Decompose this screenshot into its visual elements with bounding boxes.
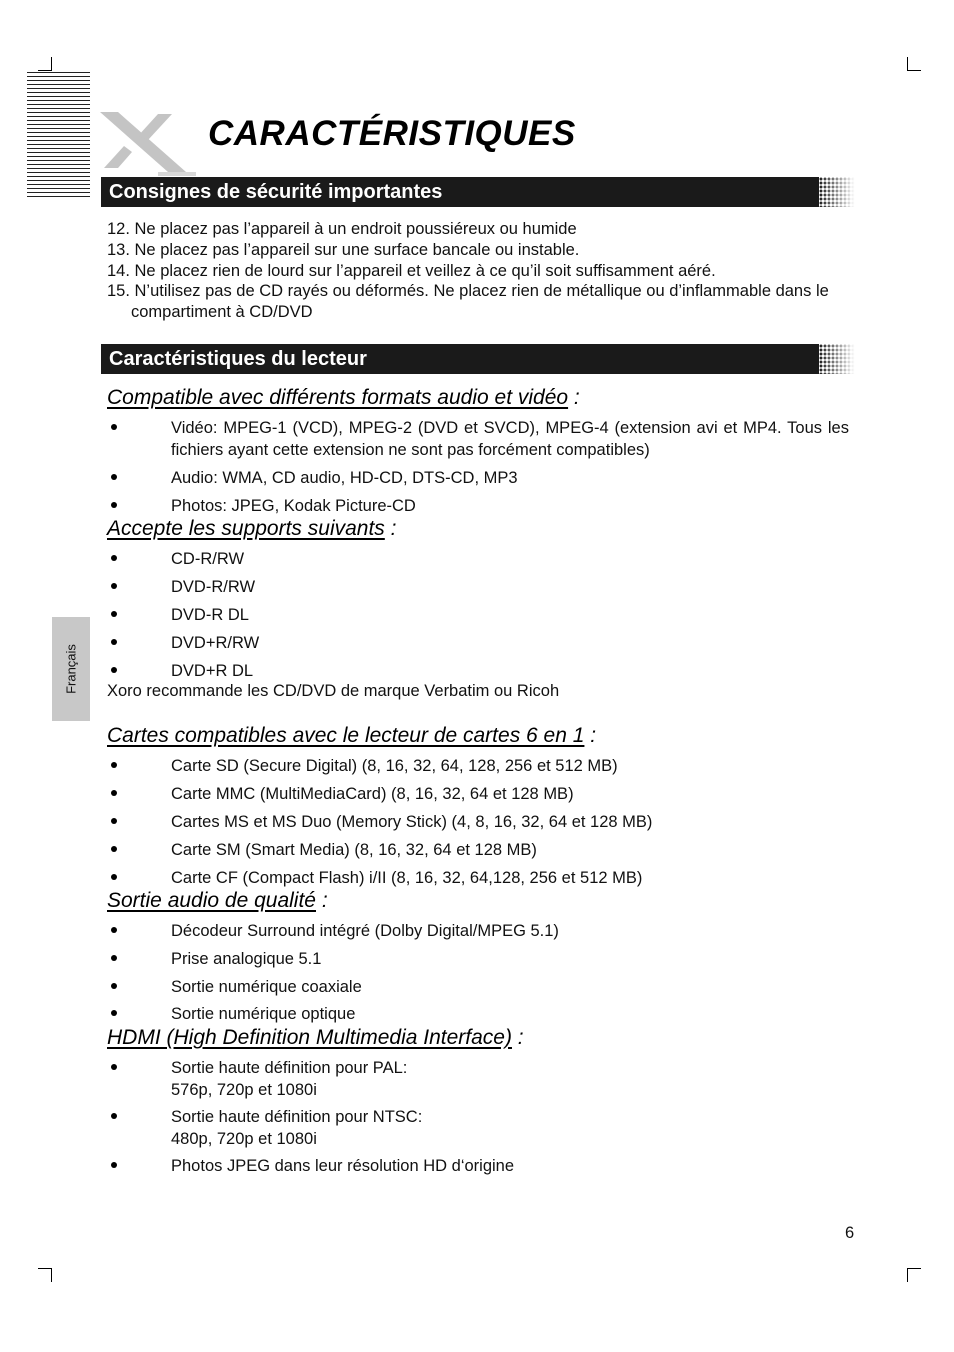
list-item: Prise analogique 5.1 (107, 948, 849, 970)
list-item: Carte MMC (MultiMediaCard) (8, 16, 32, 64 et 128 MB) (107, 783, 849, 805)
crop-mark-bottom-left (38, 1268, 52, 1269)
supports-list (107, 548, 849, 682)
list-item: DVD+R/RW (107, 632, 849, 654)
page-title: CARACTÉRISTIQUES (208, 114, 576, 153)
xoro-x-logo-icon (98, 106, 198, 176)
subheading-hdmi: HDMI (High Definition Multimedia Interface) : (107, 1026, 524, 1049)
list-item: Carte SD (Secure Digital) (8, 16, 32, 64, 128, 256 et 512 MB) (107, 755, 849, 777)
list-item: Vidéo: MPEG-1 (VCD), MPEG-2 (DVD et SVCD), MPEG-4 (extension avi et MP4. Tous les fichiers ayant cette extension ne sont pas forcément compatibles) (107, 417, 849, 461)
list-item: 13. Ne placez pas l’appareil sur une surface bancale ou instable. (107, 240, 580, 259)
list-item: 12. Ne placez pas l’appareil à un endroit poussiéreux ou humide (107, 220, 577, 238)
list-item (107, 1155, 849, 1177)
list-item: Cartes MS et MS Duo (Memory Stick) (4, 8, 16, 32, 64 et 128 MB) (107, 811, 849, 833)
list-item: Carte SM (Smart Media) (8, 16, 32, 64 et 128 MB) (107, 839, 849, 861)
crop-mark-bottom-right (907, 1268, 921, 1269)
crop-mark-top-right (907, 57, 908, 71)
section-title: Caractéristiques du lecteur (109, 348, 367, 370)
section-header-features (101, 344, 855, 374)
audio-list (107, 920, 849, 1025)
list-item: Sortie numérique optique (107, 1003, 849, 1025)
list-item: Photos: JPEG, Kodak Picture-CD (107, 495, 849, 517)
section-title: Consignes de sécurité importantes (109, 181, 443, 203)
list-item: Décodeur Surround intégré (Dolby Digital/MPEG 5.1) (107, 920, 849, 942)
list-item: DVD+R DL (107, 660, 849, 682)
crop-mark-top-left (51, 57, 52, 71)
list-item: 15. N’utilisez pas de CD rayés ou déformés. Ne placez rien de métallique ou d’inflammable dans le compartiment à CD/DVD (107, 282, 829, 322)
crop-mark-top-left (38, 70, 52, 71)
list-item-line: 480p, 720p et 1080i (171, 1130, 317, 1148)
list-item-line: Photos JPEG dans leur résolution HD d‘origine (171, 1157, 515, 1175)
list-item (107, 1057, 849, 1101)
safety-list (107, 219, 847, 323)
supports-note: Xoro recommande les CD/DVD de marque Verbatim ou Ricoh (107, 682, 560, 700)
subheading-formats: Compatible avec différents formats audio et vidéo : (107, 386, 580, 409)
section-header-safety (101, 177, 855, 207)
cards-list (107, 755, 849, 889)
subheading-audio: Sortie audio de qualité : (107, 889, 328, 912)
language-tab (52, 617, 90, 721)
list-item-line: Sortie haute définition pour PAL: (171, 1059, 408, 1077)
dot-pattern-icon (819, 344, 855, 374)
crop-mark-top-right (907, 70, 921, 71)
formats-list (107, 417, 849, 517)
list-item: CD-R/RW (107, 548, 849, 570)
list-item (107, 1106, 849, 1150)
list-item: Audio: WMA, CD audio, HD-CD, DTS-CD, MP3 (107, 467, 849, 489)
hdmi-list (107, 1057, 849, 1177)
dot-pattern-icon (819, 177, 855, 207)
header-stripes (27, 72, 90, 198)
language-tab-label: Français (63, 644, 79, 694)
list-item: 14. Ne placez rien de lourd sur l’appareil et veillez à ce qu’il soit suffisamment aéré. (107, 261, 716, 280)
crop-mark-bottom-left (51, 1268, 52, 1282)
list-item-line: Sortie haute définition pour NTSC: (171, 1108, 423, 1126)
list-item: Sortie numérique coaxiale (107, 976, 849, 998)
subheading-supports: Accepte les supports suivants : (107, 517, 397, 540)
list-item: DVD-R/RW (107, 576, 849, 598)
list-item: DVD-R DL (107, 604, 849, 626)
page-number: 6 (845, 1224, 855, 1242)
list-item: Carte CF (Compact Flash) i/II (8, 16, 32, 64,128, 256 et 512 MB) (107, 867, 849, 889)
list-item-line: 576p, 720p et 1080i (171, 1081, 317, 1099)
subheading-cards: Cartes compatibles avec le lecteur de cartes 6 en 1 : (107, 724, 597, 747)
crop-mark-bottom-right (907, 1268, 908, 1282)
